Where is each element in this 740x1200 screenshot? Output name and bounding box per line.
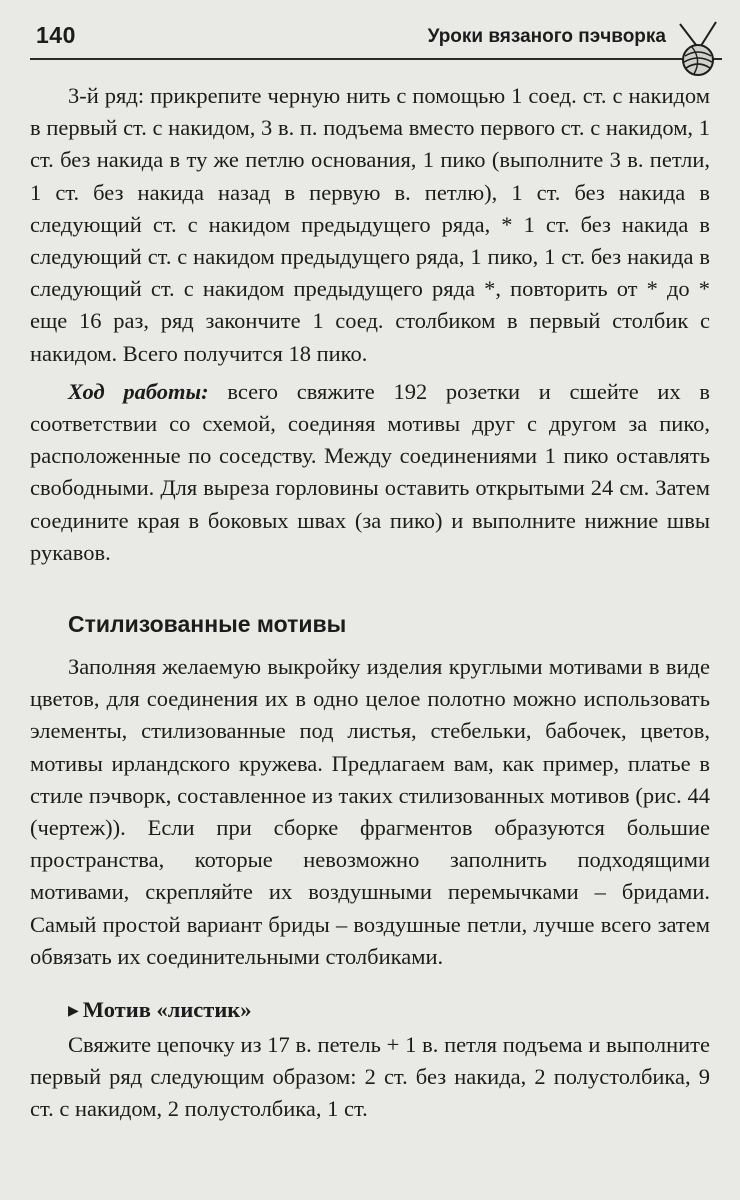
paragraph-work	[30, 376, 710, 569]
running-title: Уроки вязаного пэчворка	[427, 26, 666, 47]
section-heading: Стилизованные мотивы	[68, 611, 347, 638]
paragraph-stylized-motifs: Заполняя желаемую выкройку изделия круглыми мотивами в виде цветов, для соединения их в одно целое полотно можно использовать элементы, стилизованные под листья, стебельки, бабочек, цветов, мотивы ирландского кружева. Предлагаем вам, как пример, платье в стиле пэчворк, составленное из таких стилизованных мотивов (рис. 44 (чертеж)). Если при сборке фрагментов образуются большие пространства, которые невозможно заполнить подходящими мотивами, скрепляйте их воздушными перемычками – бридами. Самый простой вариант бриды – воздушные петли, лучше всего затем обвязать их соединительными столбиками.	[30, 654, 710, 969]
work-text: всего свяжите 192 розетки и сшейте их в соответствии со схемой, соединяя мотивы друг с другом за пико, расположенные по соседству. Между соединениями 1 пико оставлять свободными. Для выреза горловины оставить открытыми 24 см. Затем соедините края в боковых швах (за пико) и выполните нижние швы рукавов.	[30, 378, 710, 565]
triangle-bullet-icon: ▶	[68, 1004, 79, 1020]
page-header	[30, 18, 722, 60]
paragraph-row-3: 3-й ряд: прикрепите черную нить с помощью 1 соед. ст. с накидом в первый ст. с накидом, 3 в. п. подъема вместо первого ст. с накидом, 1 ст. без накида в ту же петлю основания, 1 пико (выполните 3 в. петли, 1 ст. без накида назад в первую в. петлю), 1 ст. без накида в следующий ст. с накидом предыдущего ряда, * 1 ст. без накида в следующий ст. с накидом предыдущего ряда, 1 пико, 1 ст. без накида в следующий ст. с накидом предыдущего ряда *, повторить от * до * еще 16 раз, ряд закончите 1 соед. столбиком в первый столбик с накидом. Всего получится 18 пико.	[30, 83, 710, 366]
sub-heading-label: Мотив «листик»	[82, 997, 252, 1023]
page-body	[30, 80, 710, 1126]
yarn-ball-icon	[672, 18, 722, 78]
work-label: Ход работы:	[68, 378, 209, 404]
sub-heading	[68, 995, 710, 1027]
paragraph-leaf-motif: Свяжите цепочку из 17 в. петель + 1 в. петля подъема и выполните первый ряд следующим образом: 2 ст. без накида, 2 полустолбика, 9 ст. с накидом, 2 полустолбика, 1 ст.	[30, 1032, 710, 1122]
page-number: 140	[36, 22, 76, 48]
